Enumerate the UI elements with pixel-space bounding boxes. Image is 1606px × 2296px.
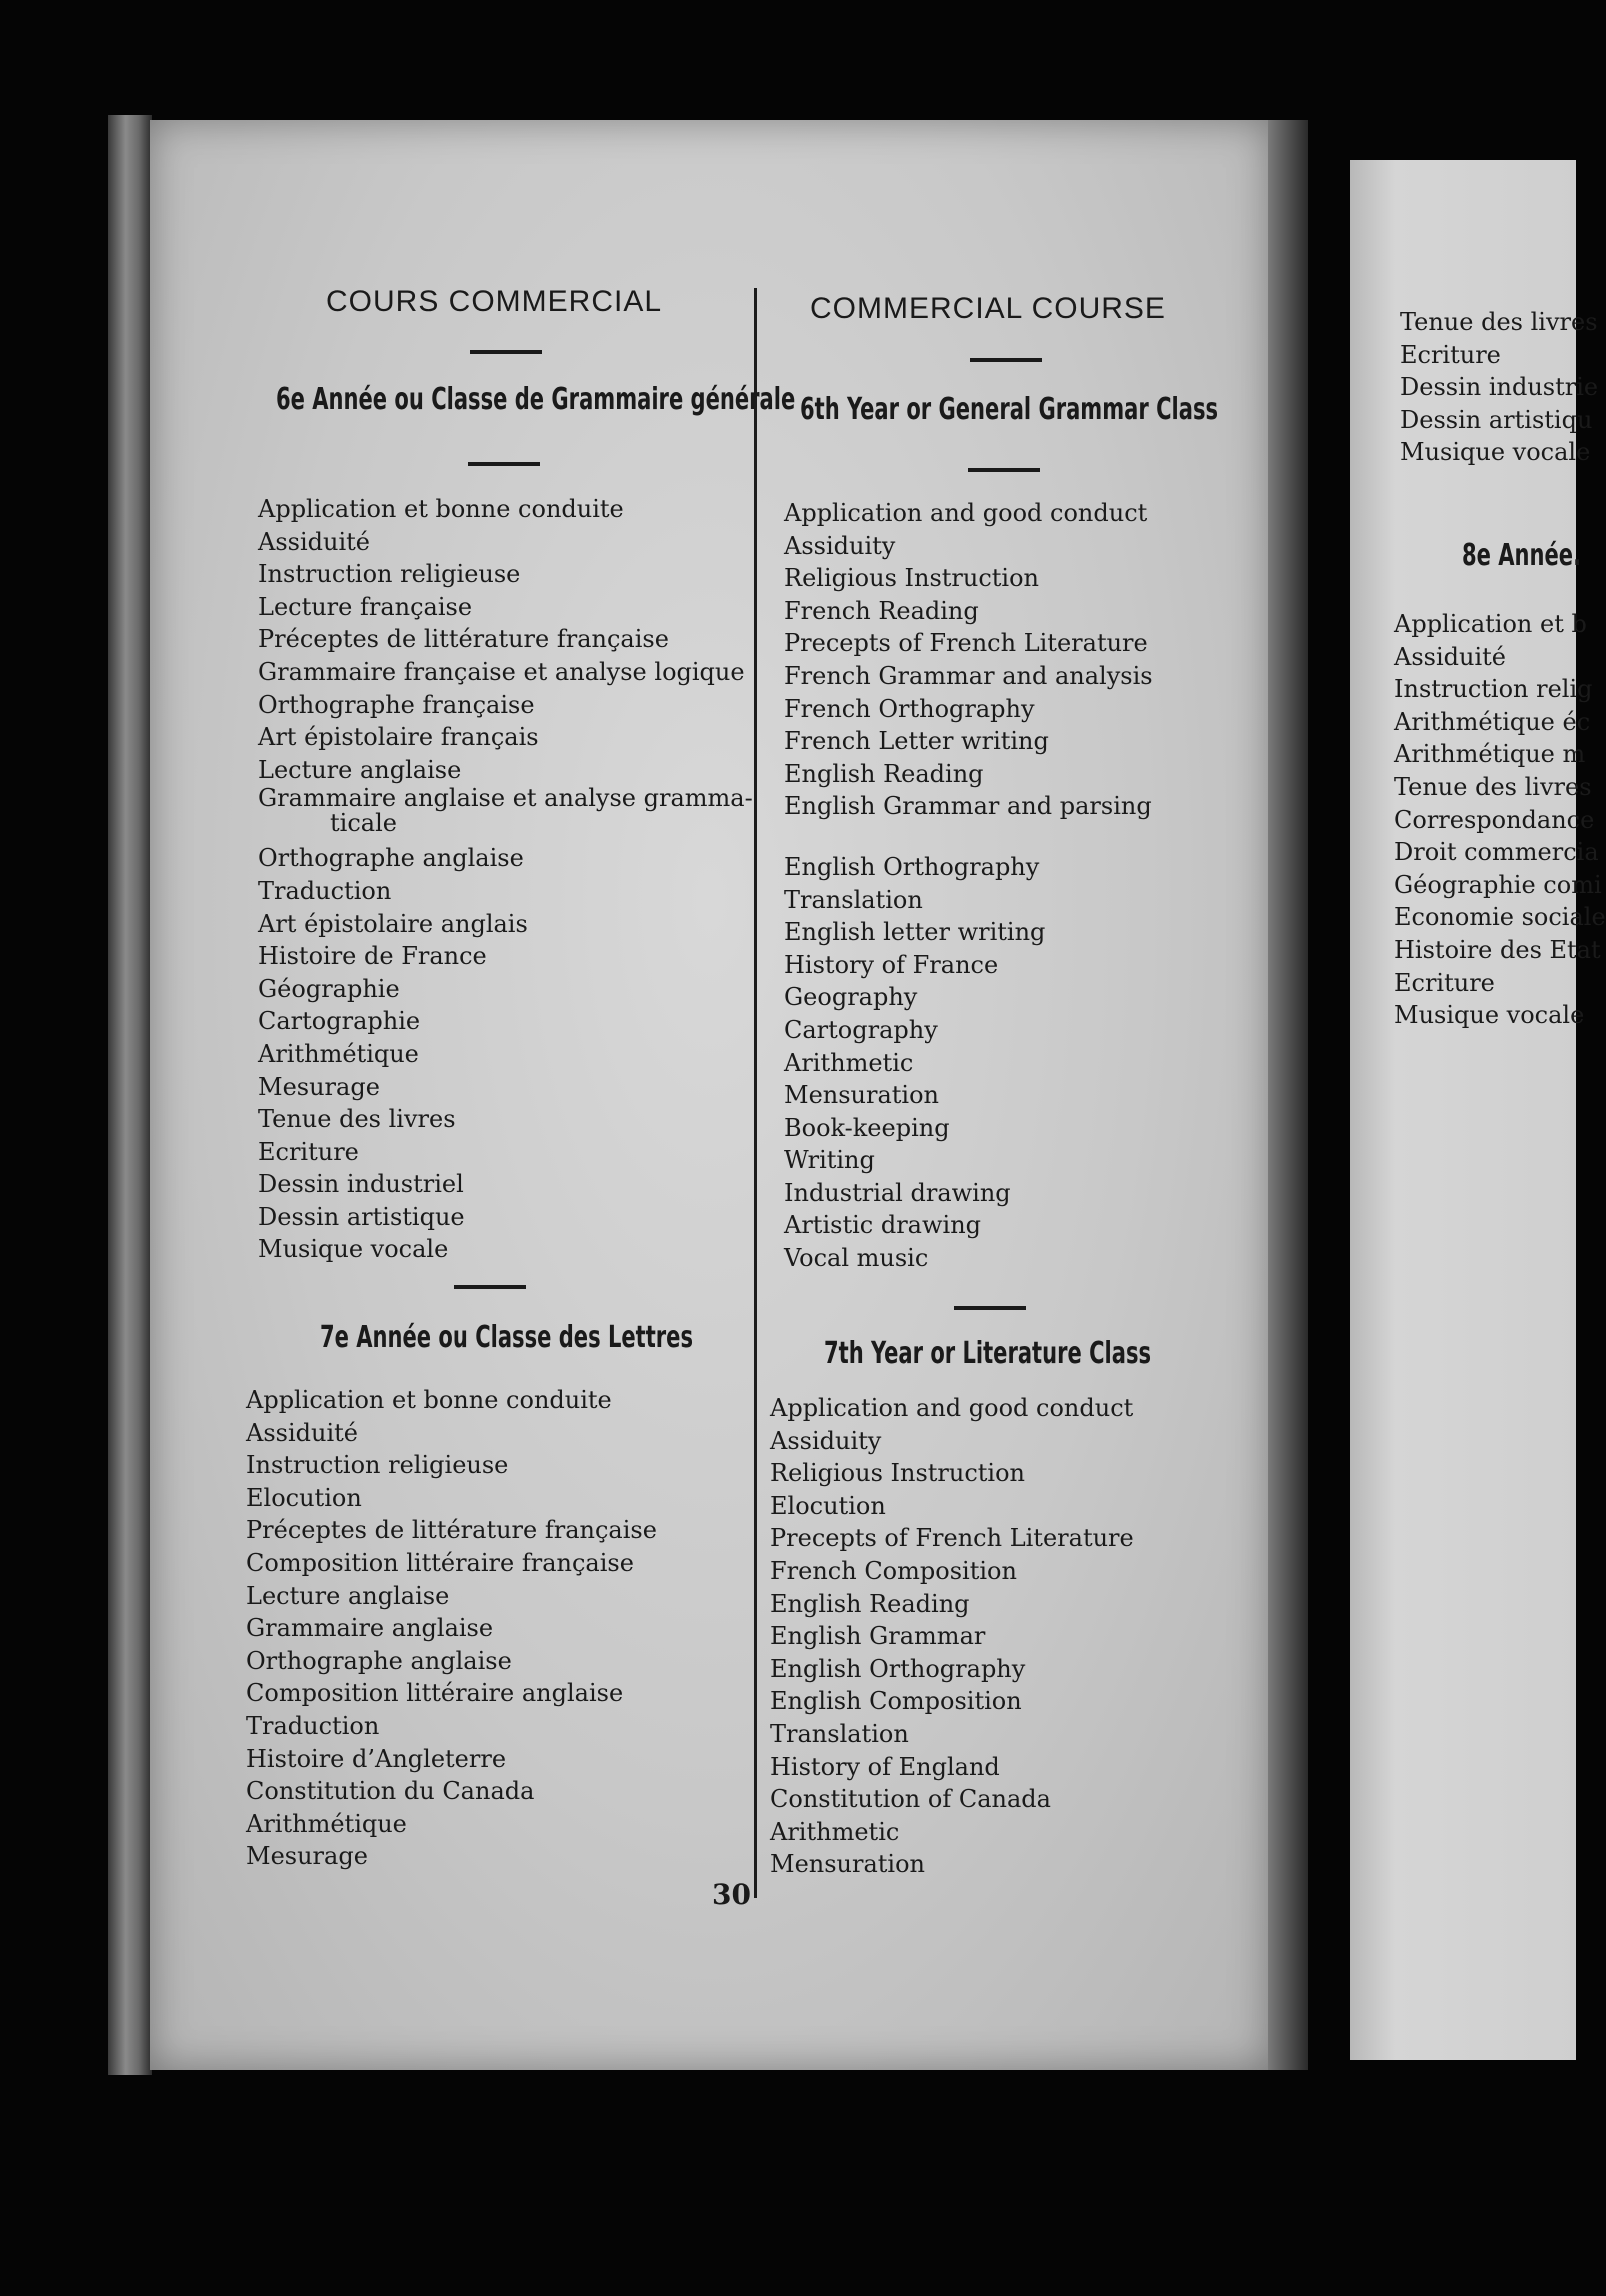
list-item: Book-keeping (784, 1113, 950, 1142)
list-item: Assiduité (258, 527, 370, 556)
list-item: Arithmétique m (1394, 740, 1586, 769)
list-item: Cartography (784, 1015, 938, 1044)
list-item: Artistic drawing (784, 1211, 982, 1240)
list-item: English Reading (784, 759, 984, 788)
list-item: English Orthography (770, 1654, 1026, 1683)
list-item: Mesurage (258, 1072, 380, 1101)
next-page-list (1394, 608, 1606, 1032)
right-header: COMMERCIAL COURSE (810, 292, 1166, 325)
list-item: Mesurage (246, 1842, 368, 1871)
list-item: Dessin artistiqu (1400, 405, 1593, 434)
list-item: Precepts of French Literature (770, 1524, 1134, 1553)
list-item: Arithmetic (770, 1817, 900, 1846)
list-item: Mensuration (784, 1081, 940, 1110)
list-item: Correspondance (1394, 805, 1595, 834)
list-item: Industrial drawing (784, 1178, 1011, 1207)
list-item: French Reading (784, 596, 979, 625)
list-item: Grammaire anglaise (246, 1614, 494, 1643)
list-item: English Reading (770, 1589, 970, 1618)
left-header: COURS COMMERCIAL (326, 285, 663, 318)
list-item: Lecture anglaise (258, 755, 462, 784)
right-section-7-list (770, 1392, 1134, 1881)
list-item (258, 786, 753, 836)
list-item: English Grammar (770, 1622, 986, 1651)
left-section-7-list (246, 1384, 657, 1873)
list-item: Histoire d’Angleterre (246, 1744, 507, 1773)
list-item: Traduction (246, 1711, 380, 1740)
header-rule (470, 350, 542, 354)
list-item: Assiduity (784, 531, 896, 560)
list-item: Cartographie (258, 1007, 421, 1036)
list-item: Instruction religieuse (246, 1451, 509, 1480)
list-item: Application and good conduct (770, 1394, 1134, 1422)
left-section-6-list (258, 493, 753, 1266)
book-gutter (1268, 120, 1308, 2070)
list-item: Ecriture (1394, 968, 1495, 997)
list-item: Préceptes de littérature française (258, 625, 669, 654)
list-item: English letter writing (784, 918, 1046, 947)
list-item: Religious Instruction (784, 564, 1040, 593)
list-item: History of France (784, 950, 999, 979)
list-item: Application et bonne conduite (258, 495, 624, 523)
page-number: 30 (712, 1878, 751, 1911)
list-item: Arithmetic (784, 1048, 914, 1077)
list-item: Application and good conduct (784, 499, 1148, 527)
list-item: French Composition (770, 1556, 1017, 1585)
next-page-fragment (1350, 160, 1606, 2060)
left-section-6-title: 6e Année ou Classe de Grammaire générale (276, 382, 796, 417)
list-item: Precepts of French Literature (784, 629, 1148, 658)
list-item: Arithmétique éc (1394, 707, 1591, 736)
list-item: Elocution (246, 1483, 362, 1512)
left-section-7-title: 7e Année ou Classe des Lettres (320, 1320, 693, 1355)
list-item: Composition littéraire française (246, 1548, 634, 1577)
list-item-continuation: ticale (330, 809, 397, 838)
section-rule (954, 1306, 1026, 1310)
list-item: Art épistolaire anglais (258, 909, 528, 938)
list-item: Economie sociale (1394, 903, 1606, 932)
next-page-top-list (1400, 306, 1598, 469)
right-section-6-list (784, 497, 1153, 1275)
section-rule (454, 1285, 526, 1289)
list-item: Géographie (258, 974, 400, 1003)
list-item-line: Grammaire anglaise et analyse gramma- (258, 784, 753, 813)
list-item: Instruction religieuse (258, 560, 521, 589)
list-item: Arithmétique (258, 1039, 419, 1068)
list-item: Instruction relig (1394, 675, 1593, 704)
section-rule (468, 462, 540, 466)
column-divider (754, 288, 757, 1898)
right-section-7-title: 7th Year or Literature Class (824, 1336, 1152, 1371)
list-item: Lecture française (258, 592, 473, 621)
list-item: Tenue des livres (1400, 308, 1598, 336)
list-item: Constitution du Canada (246, 1777, 535, 1806)
header-rule (970, 358, 1042, 362)
right-section-6-title: 6th Year or General Grammar Class (800, 392, 1219, 427)
list-item: Arithmétique (246, 1809, 407, 1838)
list-item: Application et b (1394, 610, 1587, 638)
list-item: Musique vocale (1394, 1001, 1585, 1030)
list-item: Translation (784, 885, 923, 914)
list-item: Writing (784, 1146, 875, 1175)
list-item: Géographie comi (1394, 870, 1602, 899)
list-item: Dessin artistique (258, 1202, 465, 1231)
list-item: Ecriture (258, 1137, 359, 1166)
list-item: English Orthography (784, 852, 1040, 881)
list-item: Grammaire française et analyse logique (258, 657, 745, 686)
list-item: Musique vocale (1400, 438, 1591, 467)
list-item: Elocution (770, 1491, 886, 1520)
list-item: Dessin industrie (1400, 373, 1599, 402)
list-item: Art épistolaire français (258, 723, 539, 752)
list-item: Translation (770, 1719, 909, 1748)
next-page-section-title: 8e Année. (1462, 538, 1582, 573)
list-item: English Composition (770, 1687, 1022, 1716)
list-item: French Grammar and analysis (784, 661, 1153, 690)
list-item: English Grammar and parsing (784, 792, 1152, 821)
list-item: Orthographe française (258, 690, 535, 719)
list-item: Geography (784, 983, 918, 1012)
section-rule (968, 468, 1040, 472)
list-item: Orthographe anglaise (246, 1646, 512, 1675)
list-item: Tenue des livres (258, 1105, 456, 1134)
list-item: Assiduité (1394, 642, 1506, 671)
list-item: Ecriture (1400, 340, 1501, 369)
list-item: Droit commercia (1394, 838, 1599, 867)
book-spine-edge (108, 115, 152, 2075)
list-item: Constitution of Canada (770, 1785, 1051, 1814)
list-item: Histoire de France (258, 942, 487, 971)
list-item: Assiduity (770, 1426, 882, 1455)
list-item: French Letter writing (784, 727, 1049, 756)
list-item: Musique vocale (258, 1235, 449, 1264)
list-item: Histoire des Etat (1394, 935, 1601, 964)
list-item: Dessin industriel (258, 1170, 464, 1199)
list-item: Religious Instruction (770, 1459, 1026, 1488)
list-item: Orthographe anglaise (258, 844, 524, 873)
list-item: Vocal music (784, 1244, 929, 1273)
list-gap (784, 823, 1153, 851)
list-item: Assiduité (246, 1418, 358, 1447)
list-item: History of England (770, 1752, 1000, 1781)
list-item: Composition littéraire anglaise (246, 1679, 624, 1708)
list-item: Traduction (258, 876, 392, 905)
list-item: Application et bonne conduite (246, 1386, 612, 1414)
list-item: French Orthography (784, 694, 1035, 723)
list-item: Préceptes de littérature française (246, 1516, 657, 1545)
list-item: Lecture anglaise (246, 1581, 450, 1610)
list-item: Mensuration (770, 1850, 926, 1879)
list-item: Tenue des livres (1394, 772, 1592, 801)
